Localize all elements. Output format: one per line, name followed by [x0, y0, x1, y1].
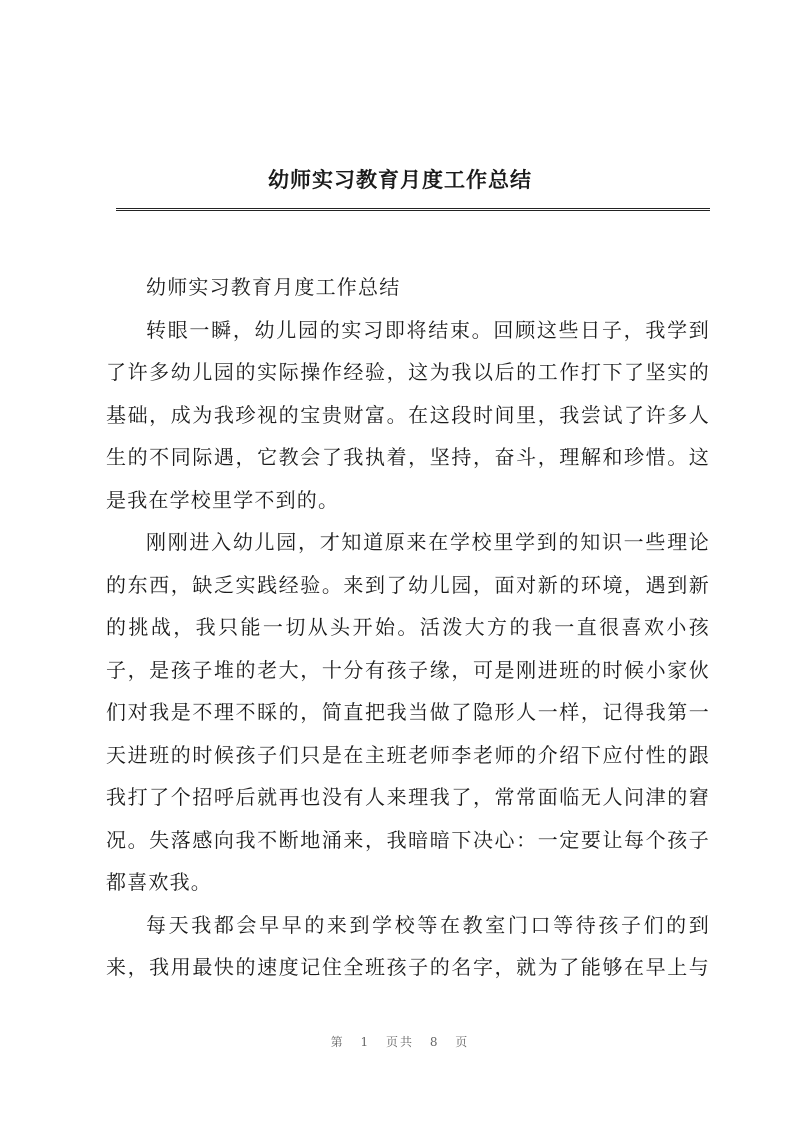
text-line: 我打了个招呼后就再也没有人来理我了，常常面临无人问津的窘 [106, 785, 710, 809]
paragraph-2 [106, 521, 710, 904]
body-title: 幼师实习教育月度工作总结 [146, 275, 401, 299]
header-divider [116, 208, 710, 211]
text-line: 天进班的时候孩子们只是在主班老师李老师的介绍下应付性的跟 [106, 742, 710, 767]
footer-label-pages: 页 [455, 1035, 470, 1049]
document-body [106, 266, 710, 989]
text-line: 刚刚进入幼儿园，才知道原来在学校里学到的知识一些理论 [146, 530, 710, 554]
text-line: 是我在学校里学不到的。 [106, 487, 340, 512]
footer-current-page: 1 [360, 1035, 371, 1049]
footer-label-page: 第 [330, 1035, 345, 1049]
footer-total-pages: 8 [429, 1035, 440, 1049]
text-line: 生的不同际遇，它教会了我执着，坚持，奋斗，理解和珍惜。这 [106, 445, 710, 469]
text-line: 子，是孩子堆的老大，十分有孩子缘，可是刚进班的时候小家伙 [106, 657, 710, 682]
text-line: 了许多幼儿园的实际操作经验，这为我以后的工作打下了坚实的 [106, 360, 710, 384]
paragraph-1 [106, 309, 710, 522]
text-line: 们对我是不理不睬的，简直把我当做了隐形人一样，记得我第一 [106, 700, 710, 724]
document-header-title: 幼师实习教育月度工作总结 [268, 167, 532, 192]
text-line: 转眼一瞬，幼儿园的实习即将结束。回顾这些日子，我学到 [146, 317, 710, 342]
text-line: 的东西，缺乏实践经验。来到了幼儿园，面对新的环境，遇到新 [106, 572, 710, 597]
text-line: 都喜欢我。 [106, 870, 212, 894]
text-line: 来，我用最快的速度记住全班孩子的名字，就为了能够在早上与 [106, 955, 710, 979]
text-line: 基础，成为我珍视的宝贵财富。在这段时间里，我尝试了许多人 [106, 402, 710, 427]
text-line: 的挑战，我只能一切从头开始。活泼大方的我一直很喜欢小孩 [106, 615, 710, 639]
footer-label-of: 页共 [385, 1035, 414, 1049]
paragraph-3 [106, 904, 710, 989]
page-footer [0, 1033, 800, 1050]
text-line: 每天我都会早早的来到学校等在教室门口等待孩子们的到 [146, 912, 710, 937]
text-line: 况。失落感向我不断地涌来，我暗暗下决心：一定要让每个孩子 [106, 827, 710, 852]
